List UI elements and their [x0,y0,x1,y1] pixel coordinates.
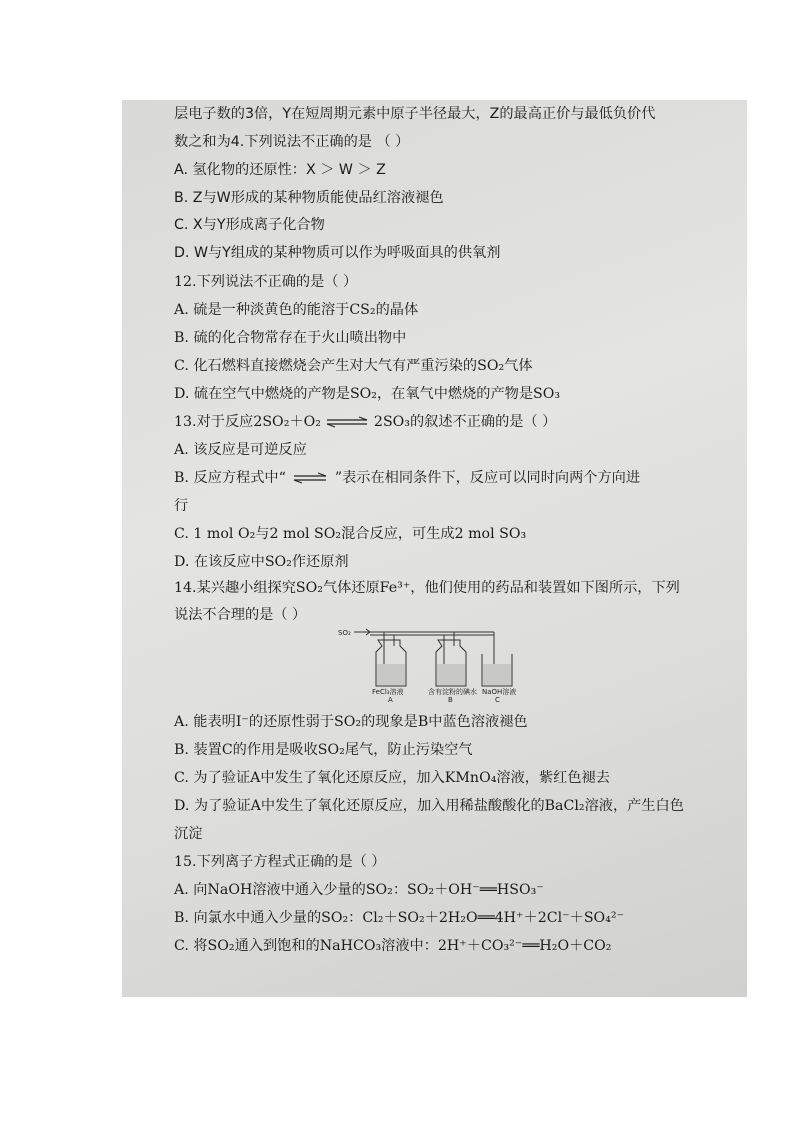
letter-a: A [388,696,393,704]
q15-stem: 15.下列离子方程式正确的是（ ） [174,854,386,870]
label-a: FeCl₃溶液 [372,688,404,696]
q12-option-b: B. 硫的化合物常存在于火山喷出物中 [174,330,407,346]
letter-b: B [448,696,453,704]
q11-option-c: C. X与Y形成离子化合物 [174,217,325,233]
q14-stem-line2: 说法不合理的是（ ） [174,607,307,623]
gas-inlet-label: SO₂ [338,629,351,637]
q12-option-a: A. 硫是一种淡黄色的能溶于CS₂的晶体 [174,302,419,318]
reversible-arrow-icon [290,472,330,484]
exam-sheet [122,100,747,997]
apparatus-diagram [332,624,532,704]
letter-c: C [495,696,500,704]
q14-option-a: A. 能表明I⁻的还原性弱于SO₂的现象是B中蓝色溶液褪色 [174,714,528,730]
q12-stem: 12.下列说法不正确的是（ ） [174,274,358,290]
q11-stem-line1: 层电子数的3倍，Y在短周期元素中原子半径最大，Z的最高正价与最低负价代 [174,106,656,122]
q13-option-c: C. 1 mol O₂与2 mol SO₂混合反应，可生成2 mol SO₃ [174,526,527,542]
beaker-c [482,632,512,686]
q13-option-d: D. 在该反应中SO₂作还原剂 [174,554,349,570]
q15-option-b: B. 向氯水中通入少量的SO₂：Cl₂＋SO₂＋2H₂O══4H⁺＋2Cl⁻＋SO₄²⁻ [174,910,625,926]
q15-option-a: A. 向NaOH溶液中通入少量的SO₂：SO₂＋OH⁻══HSO₃⁻ [174,882,544,898]
q11-option-d: D. W与Y组成的某种物质可以作为呼吸面具的供氧剂 [174,245,501,261]
q13-option-b-cont: 行 [174,498,189,514]
q14-option-d-cont: 沉淀 [174,826,203,842]
q15-option-c: C. 将SO₂通入到饱和的NaHCO₃溶液中：2H⁺＋CO₃²⁻══H₂O＋CO₂ [174,938,612,954]
reversible-arrow-icon [325,416,369,428]
q13-option-b-part2: ”表示在相同条件下，反应可以同时向两个方向进 [334,470,641,486]
q14-option-b: B. 装置C的作用是吸收SO₂尾气，防止污染空气 [174,742,473,758]
label-b: 含有淀粉的碘水 [428,688,477,696]
bottle-b [436,632,466,686]
q14-stem-line1: 14.某兴趣小组探究SO₂气体还原Fe³⁺，他们使用的药品和装置如下图所示，下列 [174,580,680,596]
q13-stem-part2: 2SO₃的叙述不正确的是（ ） [373,414,557,430]
q11-option-b: B. Z与W形成的某种物质能使品红溶液褪色 [174,190,444,206]
q14-option-c: C. 为了验证A中发生了氧化还原反应，加入KMnO₄溶液，紫红色褪去 [174,770,610,786]
label-c: NaOH溶液 [482,688,517,696]
q13-option-a: A. 该反应是可逆反应 [174,442,307,458]
q12-option-c: C. 化石燃料直接燃烧会产生对大气有严重污染的SO₂气体 [174,358,533,374]
q13-option-b-part1: B. 反应方程式中“ [174,470,286,486]
q13-stem [174,412,556,432]
bottle-a [376,632,406,686]
q14-option-d: D. 为了验证A中发生了氧化还原反应，加入用稀盐酸酸化的BaCl₂溶液，产生白色 [174,798,684,814]
q12-option-d: D. 硫在空气中燃烧的产物是SO₂，在氧气中燃烧的产物是SO₃ [174,386,561,402]
q13-stem-part1: 13.对于反应2SO₂＋O₂ [174,414,321,430]
q11-option-a: A. 氢化物的还原性：X ＞ W ＞ Z [174,162,386,178]
q11-stem-line2: 数之和为4.下列说法不正确的是 （ ） [174,134,410,150]
q13-option-b [174,468,640,488]
